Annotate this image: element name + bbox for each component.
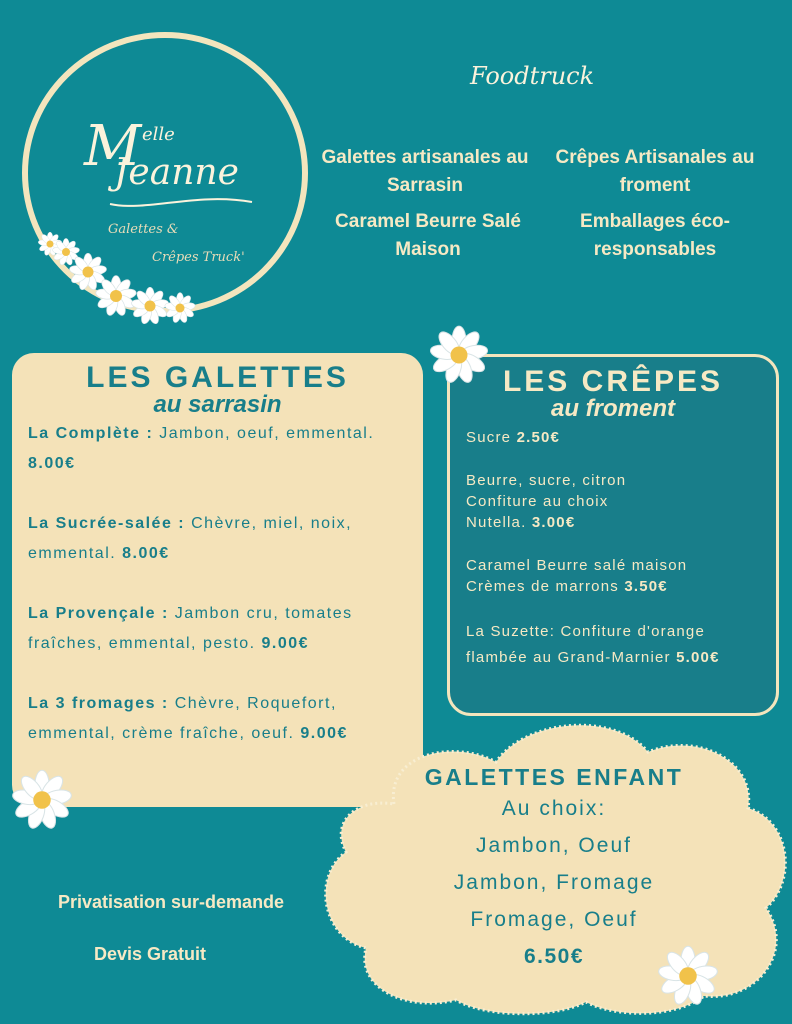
daisy-icon bbox=[10, 768, 74, 832]
daisy-icon bbox=[656, 944, 720, 1008]
feature-caramel: Caramel Beurre Salé Maison bbox=[335, 211, 521, 260]
galette-item: La Complète : Jambon, oeuf, emmental. 8.00€ bbox=[28, 425, 375, 472]
feature-galettes: Galettes artisanales au Sarrasin bbox=[321, 147, 529, 196]
galettes-subtitle: au sarrasin bbox=[153, 391, 282, 418]
enfant-option: Jambon, Fromage bbox=[453, 871, 655, 894]
daisy-icon bbox=[428, 324, 490, 386]
enfant-option: Fromage, Oeuf bbox=[470, 908, 638, 931]
crepe-item-suzette: La Suzette: Confiture d'orange flambée au Grand-Marnier 5.00€ bbox=[466, 623, 720, 666]
logo-jeanne: Jeanne bbox=[114, 152, 239, 193]
privatisation-text: Privatisation sur-demande bbox=[58, 892, 285, 912]
enfant-choice: Au choix: bbox=[501, 797, 607, 820]
enfant-option: Jambon, Oeuf bbox=[476, 834, 632, 857]
logo-swash bbox=[106, 182, 256, 212]
logo-tagline-1: Galettes & bbox=[108, 222, 179, 237]
enfant-price: 6.50€ bbox=[523, 945, 585, 968]
crepes-menu bbox=[447, 354, 779, 716]
crepe-item-beurre: Beurre, sucre, citron Confiture au choix Nutella. 3.00€ bbox=[466, 472, 627, 531]
galette-item: La 3 fromages : Chèvre, Roquefort, emmental, crème fraîche, oeuf. 9.00€ bbox=[28, 695, 348, 742]
crepes-subtitle: au froment bbox=[550, 395, 675, 422]
galettes-title: LES GALETTES bbox=[86, 361, 349, 394]
crepes-title: LES CRÊPES bbox=[502, 365, 724, 398]
crepe-item-sucre: Sucre 2.50€ bbox=[466, 429, 561, 446]
logo-elle: elle bbox=[142, 124, 175, 145]
feature-crepes: Crêpes Artisanales au froment bbox=[555, 147, 755, 196]
enfant-title: GALETTES ENFANT bbox=[424, 764, 684, 790]
logo-tagline-2: Crêpes Truck' bbox=[152, 250, 245, 265]
galette-item: La Sucrée-salée : Chèvre, miel, noix, emmental. 8.00€ bbox=[28, 515, 353, 562]
devis-text: Devis Gratuit bbox=[94, 944, 207, 964]
daisy-icon bbox=[38, 232, 198, 328]
feature-emballages: Emballages éco-responsables bbox=[580, 211, 730, 260]
foodtruck-script: Foodtruck bbox=[470, 62, 595, 90]
crepe-item-caramel: Caramel Beurre salé maison Crèmes de marrons 3.50€ bbox=[466, 557, 688, 595]
galette-item: La Provençale : Jambon cru, tomates fraîches, emmental, pesto. 9.00€ bbox=[28, 605, 353, 652]
logo-m: M bbox=[84, 114, 142, 179]
